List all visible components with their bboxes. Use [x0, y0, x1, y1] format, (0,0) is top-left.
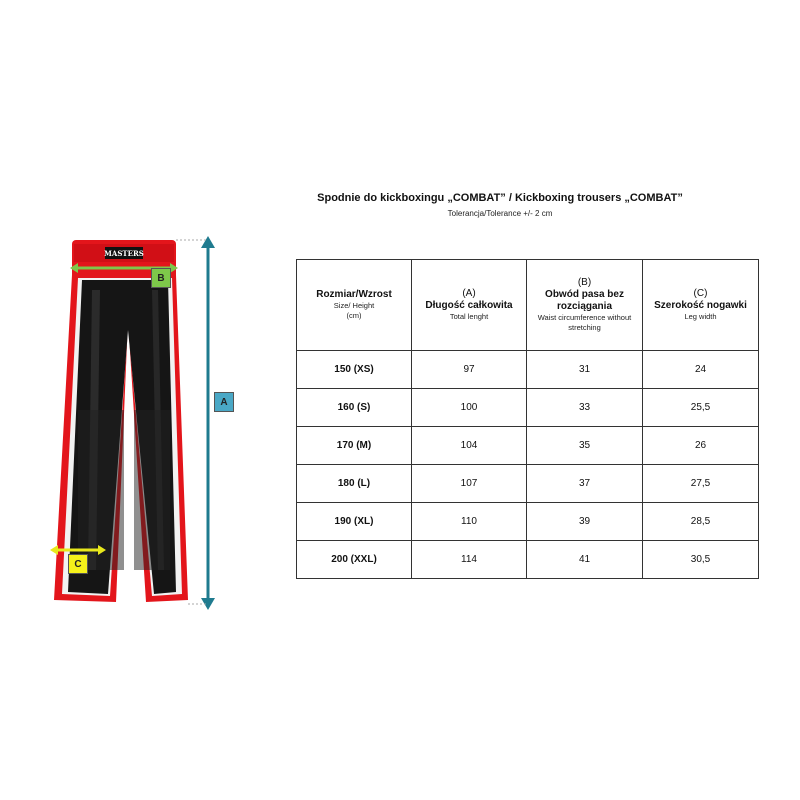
table-row — [297, 427, 759, 465]
leg-width-cell: 30,5 — [643, 541, 759, 579]
table-row — [297, 541, 759, 579]
size-cell: 180 (L) — [297, 465, 412, 503]
label-a-box — [214, 392, 234, 412]
size-cell: 200 (XXL) — [297, 541, 412, 579]
waist-cell: 35 — [527, 427, 643, 465]
leg-width-cell: 24 — [643, 351, 759, 389]
length-cell: 114 — [412, 541, 527, 579]
length-cell: 97 — [412, 351, 527, 389]
waist-cell: 33 — [527, 389, 643, 427]
table-row — [297, 389, 759, 427]
waist-cell: 31 — [527, 351, 643, 389]
header-total-length: (A) Długość całkowita Total lenght — [412, 260, 527, 351]
waist-cell: 41 — [527, 541, 643, 579]
label-c-box — [68, 554, 88, 574]
leg-width-cell: 25,5 — [643, 389, 759, 427]
size-table — [296, 259, 759, 579]
table-row — [297, 351, 759, 389]
leg-width-cell: 28,5 — [643, 503, 759, 541]
length-cell: 100 — [412, 389, 527, 427]
brand-logo: MASTERS — [104, 249, 144, 258]
leg-width-cell: 26 — [643, 427, 759, 465]
size-cell: 170 (M) — [297, 427, 412, 465]
label-b: B — [157, 272, 165, 284]
tolerance-note: Tolerancja/Tolerance +/- 2 cm — [447, 209, 553, 218]
size-cell: 150 (XS) — [297, 351, 412, 389]
label-a: A — [220, 396, 228, 408]
header-leg-width: (C) Szerokość nogawki Leg width — [643, 260, 759, 351]
waist-cell: 39 — [527, 503, 643, 541]
label-b-box — [151, 268, 171, 288]
leg-width-cell: 27,5 — [643, 465, 759, 503]
size-cell: 160 (S) — [297, 389, 412, 427]
size-cell: 190 (XL) — [297, 503, 412, 541]
length-cell: 110 — [412, 503, 527, 541]
header-size: Rozmiar/Wzrost Size/ Height (cm) — [297, 260, 412, 351]
header-waist: (B) Obwód pasa bez rozciągania Waist circumference without stretching — [527, 260, 643, 351]
label-c: C — [74, 558, 82, 570]
length-cell: 104 — [412, 427, 527, 465]
waist-cell: 37 — [527, 465, 643, 503]
page-title: Spodnie do kickboxingu „COMBAT” / Kickboxing trousers „COMBAT” — [317, 192, 683, 204]
length-cell: 107 — [412, 465, 527, 503]
table-row — [297, 465, 759, 503]
table-header-row — [297, 260, 759, 351]
table-row — [297, 503, 759, 541]
